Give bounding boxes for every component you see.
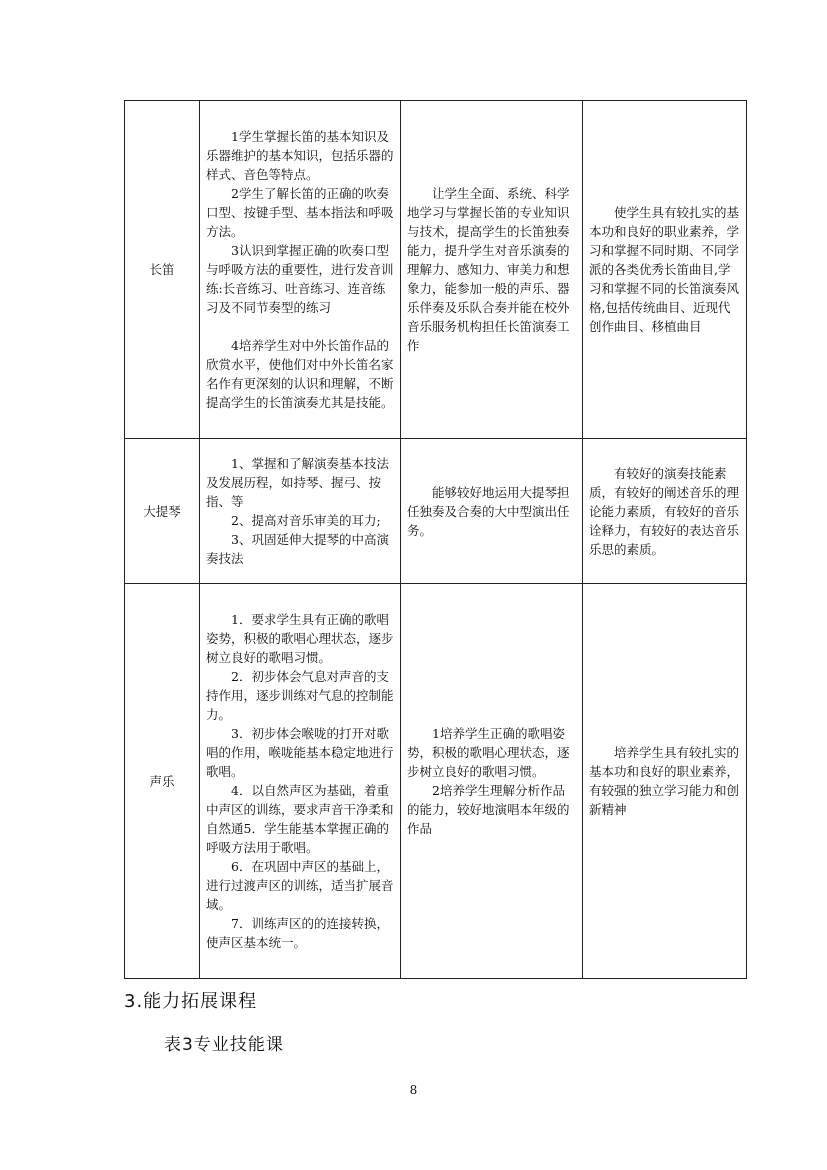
ability-paragraph: 2培养学生理解分析作品的能力，较好地演唱本年级的作品 [407, 783, 570, 836]
quality-cell [583, 584, 747, 979]
section-heading: 3.能力拓展课程 [124, 991, 258, 1012]
goal-paragraph: 4．以自然声区为基础，着重中声区的训练，要求声音干净柔和自然通5．学生能基本掌握正确的呼吸方法用于歌唱。 [206, 783, 394, 855]
goal-paragraph: 3．初步体会喉咙的打开对歌唱的作用，喉咙能基本稳定地进行歌唱。 [206, 726, 394, 779]
goal-paragraph: 2学生了解长笛的正确的吹奏口型、按键手型、基本指法和呼吸方法。 [206, 186, 394, 239]
goals-cell [200, 584, 401, 979]
goal-paragraph: 6．在巩固中声区的基础上，进行过渡声区的训练，适当扩展音域。 [206, 859, 394, 912]
ability-cell [401, 439, 583, 584]
goals-cell [200, 101, 401, 439]
goals-cell [200, 439, 401, 584]
page-number: 8 [409, 1083, 418, 1097]
table-row [125, 584, 747, 979]
goal-paragraph: 3认识到掌握正确的吹奏口型与呼吸方法的重要性，进行发音训练:长音练习、吐音练习、连音练习及不同节奏型的练习 [206, 243, 394, 315]
quality-cell [583, 439, 747, 584]
table-row [125, 101, 747, 439]
ability-paragraph: 1培养学生正确的歌唱姿势，积极的歌唱心理状态，逐步树立良好的歌唱习惯。 [407, 726, 570, 779]
goal-spacer [206, 317, 394, 336]
goal-paragraph: 1、掌握和了解演奏基本技法及发展历程，如持琴、握弓、按指、等 [206, 456, 389, 509]
quality-paragraph: 使学生具有较扎实的基本功和良好的职业素养，学习和掌握不同时期、不同学派的各类优秀长笛曲目,学习和掌握不同的长笛演奏风格,包括传统曲目、近现代创作曲目、移植曲目 [589, 205, 740, 334]
ability-paragraph: 让学生全面、系统、科学地学习与掌握长笛的专业知识与技术，提高学生的长笛独奏能力，提升学生对音乐演奏的理解力、感知力、审美力和想象力，能参加一般的声乐、器乐伴奏及乐队合奏并能在校外音乐服务机构担任长笛演奏工作 [407, 186, 570, 353]
ability-paragraph: 能够较好地运用大提琴担任独奏及合奏的大中型演出任务。 [407, 484, 570, 538]
quality-paragraph: 有较好的演奏技能素质，有较好的阐述音乐的理论能力素质，有较好的音乐诠释力，有较好的表达音乐乐思的素质。 [589, 465, 740, 557]
goal-paragraph: 7．训练声区的的连接转换，使声区基本统一。 [206, 916, 389, 950]
goal-paragraph: 2、提高对音乐审美的耳力; [231, 513, 381, 528]
goal-paragraph: 2．初步体会气息对声音的支持作用，逐步训练对气息的控制能力。 [206, 669, 394, 722]
goal-paragraph: 1．要求学生具有正确的歌唱姿势，积极的歌唱心理状态，逐步树立良好的歌唱习惯。 [206, 612, 394, 665]
goal-paragraph: 4培养学生对中外长笛作品的欣赏水平，使他们对中外长笛名家名作有更深刻的认识和理解，不断提高学生的长笛演奏尤其是技能。 [206, 338, 394, 410]
course-table [124, 100, 747, 979]
table-row [125, 439, 747, 584]
goal-paragraph: 1学生掌握长笛的基本知识及乐器维护的基本知识，包括乐器的样式、音色等特点。 [206, 129, 394, 182]
table-caption: 表3专业技能课 [164, 1035, 284, 1055]
ability-cell [401, 101, 583, 439]
goal-paragraph: 3、巩固延伸大提琴的中高演奏技法 [206, 532, 389, 566]
quality-paragraph: 培养学生具有较扎实的基本功和良好的职业素养，有较强的独立学习能力和创新精神 [589, 745, 740, 817]
ability-cell [401, 584, 583, 979]
course-name: 声乐 [125, 584, 200, 979]
course-name: 长笛 [125, 101, 200, 439]
quality-cell [583, 101, 747, 439]
course-name: 大提琴 [125, 439, 200, 584]
